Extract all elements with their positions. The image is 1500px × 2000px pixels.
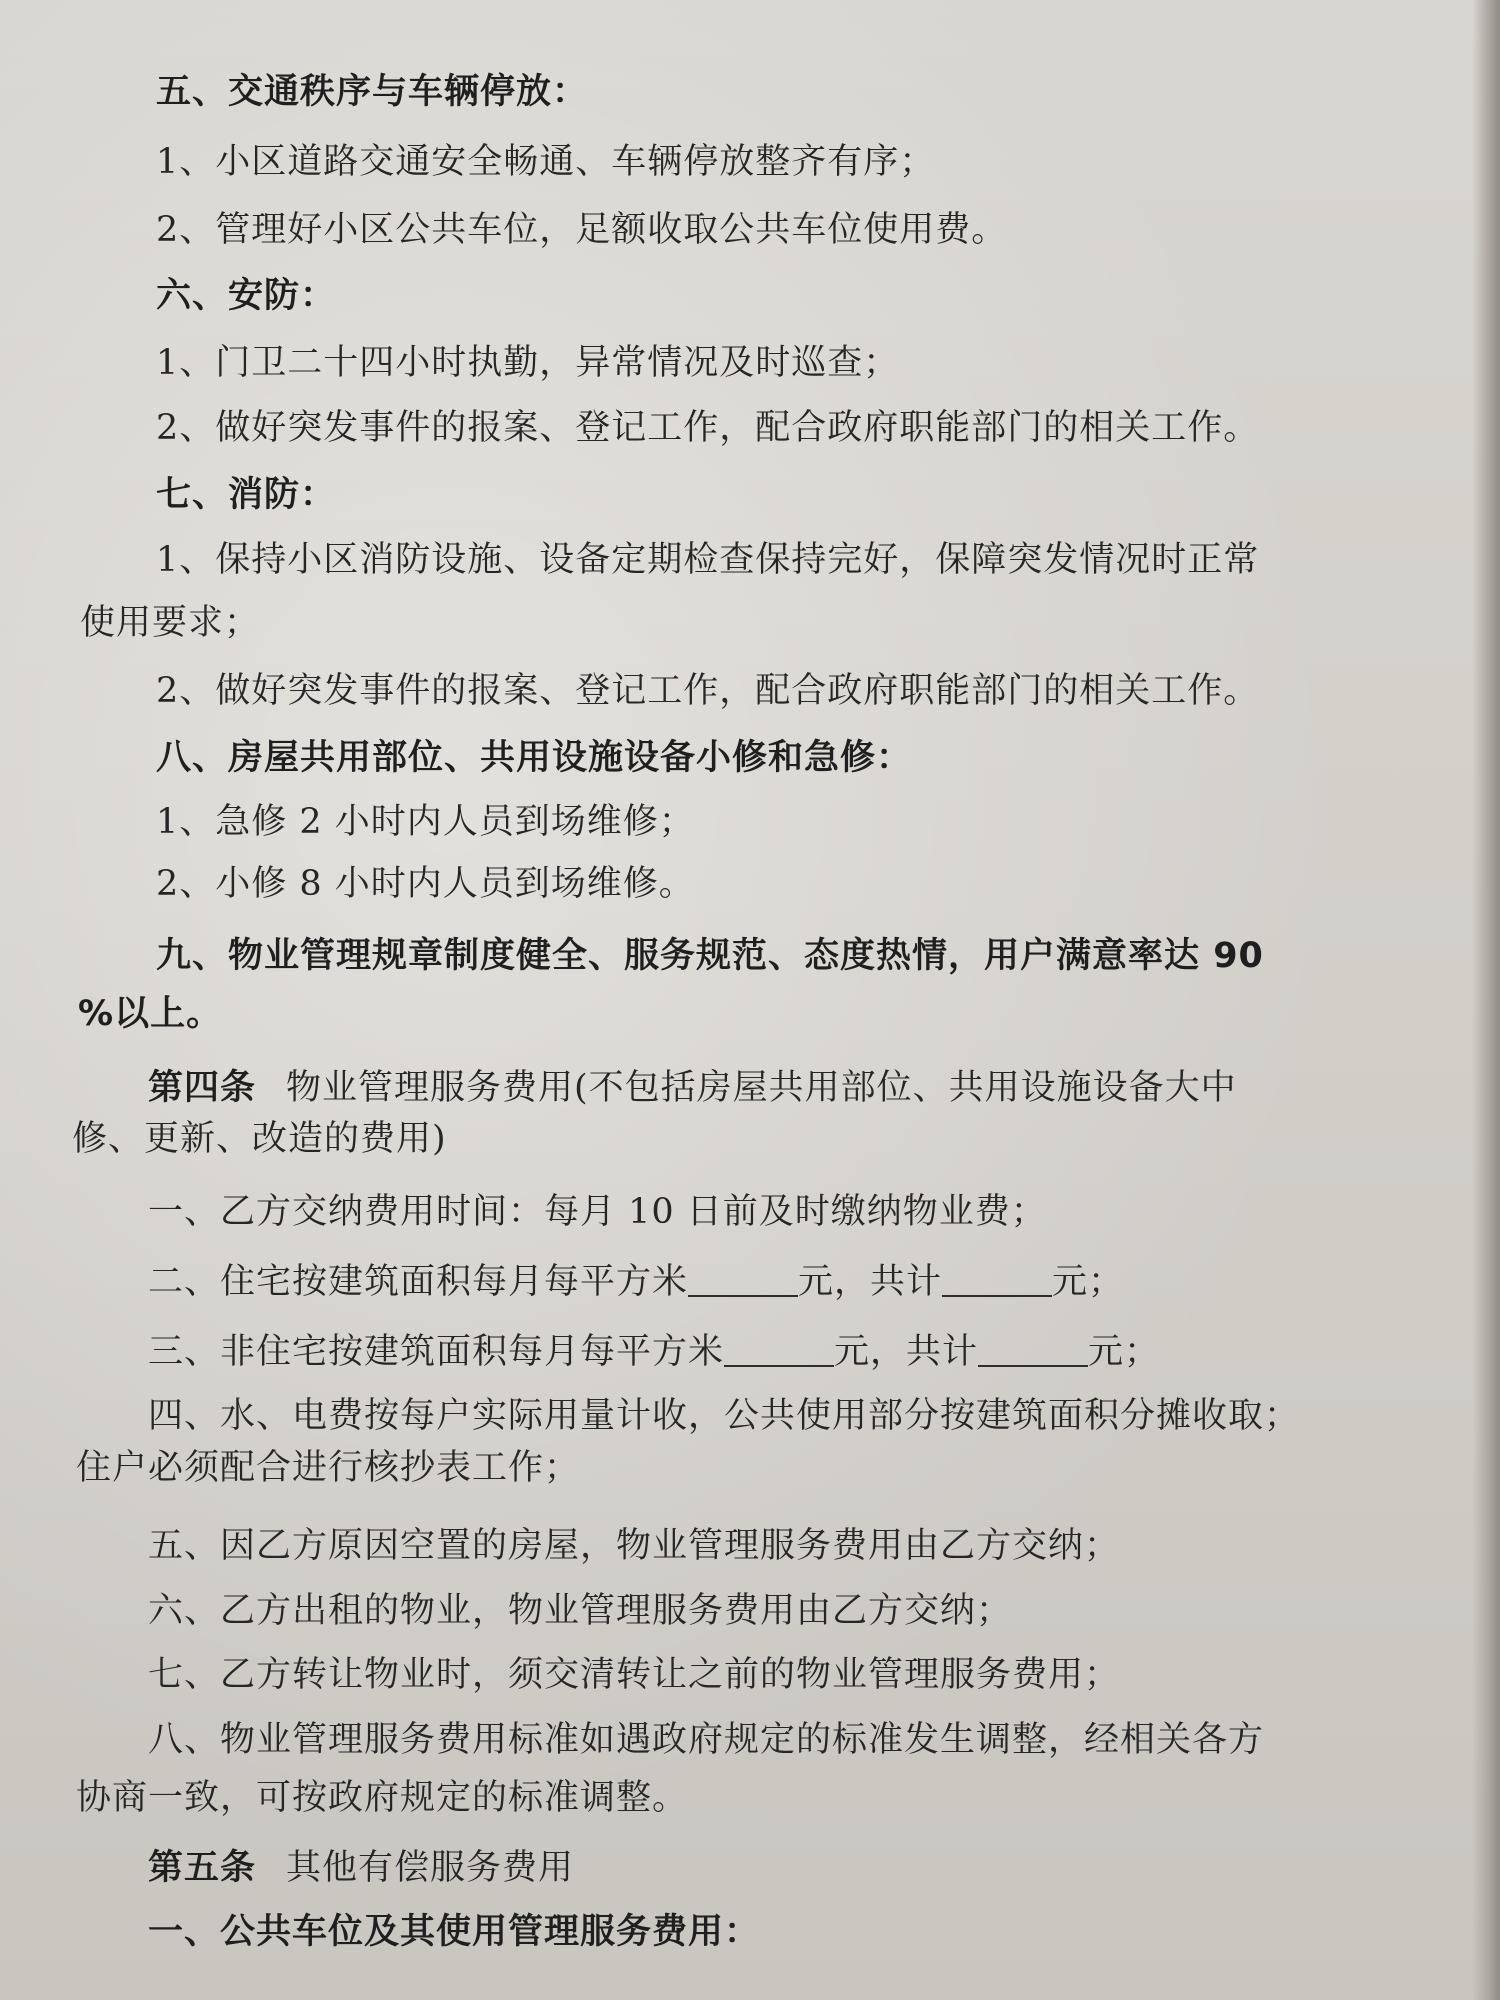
section-7-heading: 七、消防： — [156, 475, 337, 515]
article-4-item-3 — [148, 1330, 1160, 1374]
nonresidential-rate-blank[interactable] — [724, 1335, 834, 1367]
section-6-item-1: 1、门卫二十四小时执勤，异常情况及时巡查； — [156, 343, 900, 383]
article-4-title: 物业管理服务费用(不包括房屋共用部位、共用设施设备大中 — [286, 1068, 1237, 1108]
section-5-item-2: 2、管理好小区公共车位，足额收取公共车位使用费。 — [156, 210, 1008, 250]
section-9-line-1: 九、物业管理规章制度健全、服务规范、态度热情，用户满意率达 90 — [156, 936, 1264, 976]
article-4-item-5: 五、因乙方原因空置的房屋，物业管理服务费用由乙方交纳； — [148, 1526, 1121, 1566]
item-3-total-label: 元，共计 — [834, 1332, 979, 1372]
article-4-title-line-2: 修、更新、改造的费用) — [72, 1119, 447, 1159]
article-4-item-8-line-1: 八、物业管理服务费用标准如遇政府规定的标准发生调整，经相关各方 — [148, 1720, 1265, 1760]
article-4-item-4-line-2: 住户必须配合进行核抄表工作； — [76, 1448, 581, 1488]
section-8-item-2: 2、小修 8 小时内人员到场维修。 — [156, 864, 695, 904]
section-8-item-1: 1、急修 2 小时内人员到场维修； — [156, 802, 695, 842]
item-2-residential-label: 二、住宅按建筑面积每月每平方米 — [148, 1262, 689, 1302]
nonresidential-total-blank[interactable] — [978, 1335, 1088, 1367]
section-6-heading: 六、安防： — [156, 276, 337, 316]
item-3-nonresidential-label: 三、非住宅按建筑面积每月每平方米 — [148, 1332, 725, 1372]
page-edge-shadow — [1472, 0, 1500, 2000]
article-4-label: 第四条 — [148, 1068, 257, 1108]
item-3-unit: 元； — [1088, 1332, 1161, 1372]
section-6-item-2: 2、做好突发事件的报案、登记工作，配合政府职能部门的相关工作。 — [156, 408, 1260, 448]
article-5-item-1: 一、公共车位及其使用管理服务费用： — [148, 1912, 761, 1952]
section-5-item-1: 1、小区道路交通安全畅通、车辆停放整齐有序； — [156, 142, 936, 182]
section-7-item-1-line-1: 1、保持小区消防设施、设备定期检查保持完好，保障突发情况时正常 — [156, 540, 1260, 580]
article-5-title: 其他有偿服务费用 — [286, 1848, 575, 1888]
section-9-line-2: %以上。 — [78, 994, 223, 1034]
article-4-item-1: 一、乙方交纳费用时间：每月 10 日前及时缴纳物业费； — [148, 1192, 1047, 1232]
article-4-item-7: 七、乙方转让物业时，须交清转让之前的物业管理服务费用； — [148, 1655, 1121, 1695]
article-4-item-4-line-1: 四、水、电费按每户实际用量计收，公共使用部分按建筑面积分摊收取； — [148, 1396, 1301, 1436]
article-4-title-line-1 — [148, 1066, 1237, 1110]
item-2-total-label: 元，共计 — [798, 1262, 943, 1302]
item-2-unit: 元； — [1052, 1262, 1125, 1302]
section-8-heading: 八、房屋共用部位、共用设施设备小修和急修： — [156, 738, 913, 778]
article-5-label: 第五条 — [148, 1848, 257, 1888]
section-7-item-1-line-2: 使用要求； — [80, 603, 261, 643]
residential-rate-blank[interactable] — [688, 1265, 798, 1297]
section-7-item-2: 2、做好突发事件的报案、登记工作，配合政府职能部门的相关工作。 — [156, 671, 1260, 711]
article-4-item-8-line-2: 协商一致，可按政府规定的标准调整。 — [76, 1778, 689, 1818]
article-5-title-line — [148, 1846, 574, 1890]
article-4-item-2 — [148, 1260, 1124, 1304]
section-5-heading: 五、交通秩序与车辆停放： — [156, 72, 589, 112]
residential-total-blank[interactable] — [942, 1265, 1052, 1297]
article-4-item-6: 六、乙方出租的物业，物业管理服务费用由乙方交纳； — [148, 1591, 1013, 1631]
